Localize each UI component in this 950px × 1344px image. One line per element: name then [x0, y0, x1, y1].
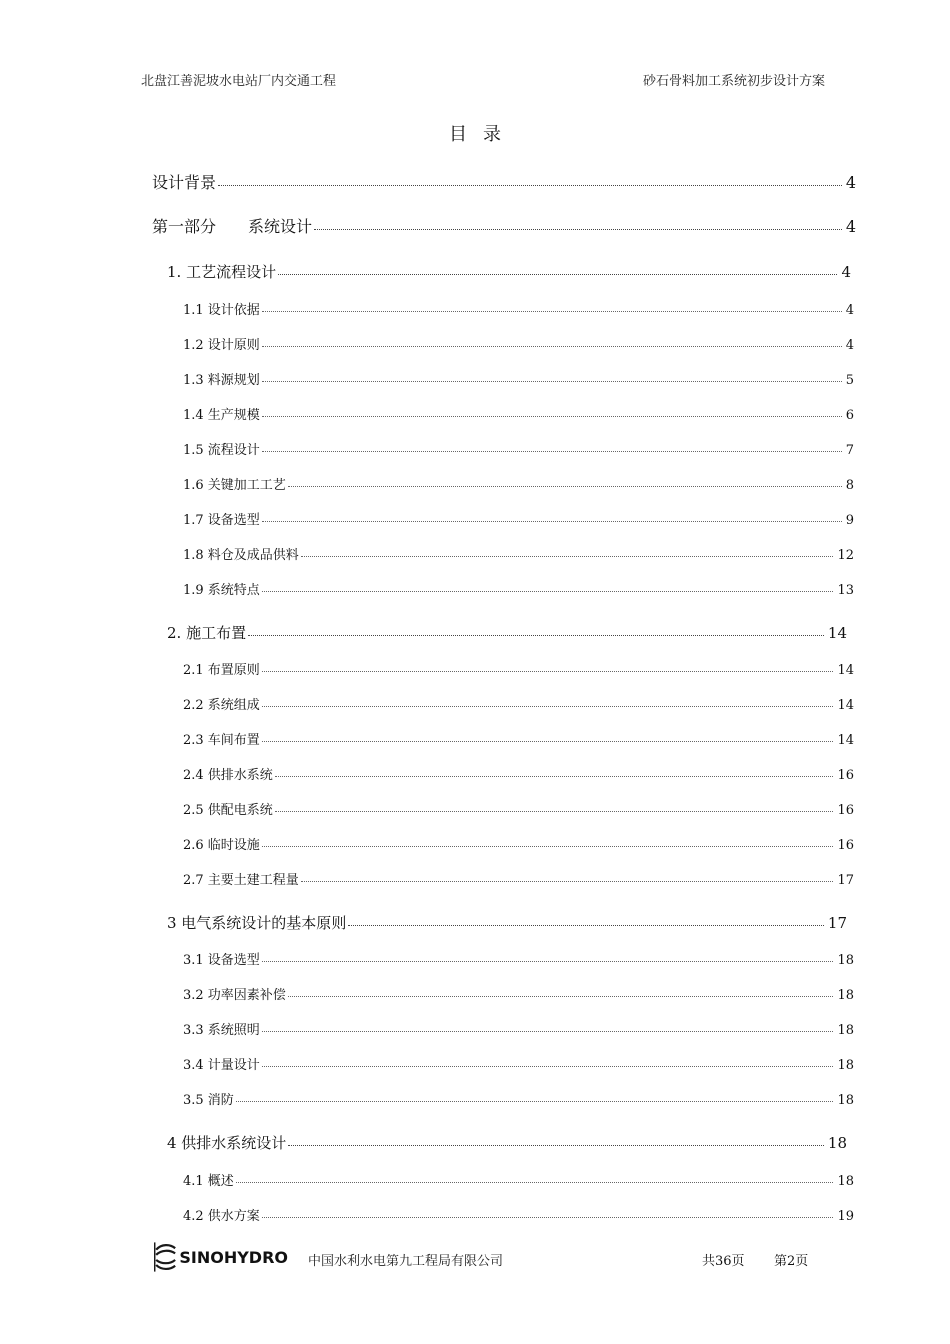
- toc-entry-label: 2.2 系统组成: [183, 698, 260, 713]
- toc-leader: [262, 729, 834, 742]
- toc-entry[interactable]: [167, 912, 847, 933]
- toc-entry[interactable]: [183, 659, 854, 678]
- toc-entry-page: 12: [837, 548, 854, 563]
- toc-entry-label: 1.8 料仓及成品供料: [183, 548, 299, 563]
- toc-entry-page: 5: [845, 373, 854, 388]
- toc-entry[interactable]: [183, 439, 854, 458]
- sinohydro-logo-mark-icon: [154, 1237, 177, 1277]
- toc-entry-page: 13: [837, 583, 854, 598]
- toc-leader: [262, 834, 834, 847]
- header-rule: [141, 94, 825, 95]
- toc-entry-page: 7: [845, 443, 854, 458]
- toc-leader: [262, 1054, 834, 1067]
- toc-leader: [275, 799, 834, 812]
- toc-entry-page: 16: [837, 803, 854, 818]
- toc-entry-page: 9: [845, 513, 854, 528]
- toc-entry-page: 18: [837, 1058, 854, 1073]
- toc-entry[interactable]: [183, 1054, 854, 1073]
- toc-entry-label: 3.5 消防: [183, 1093, 234, 1108]
- toc-entry-page: 4: [841, 263, 851, 281]
- toc-entry-label: 4.1 概述: [183, 1174, 234, 1189]
- toc-leader: [348, 912, 824, 926]
- toc-leader: [314, 215, 842, 230]
- sinohydro-logo: [154, 1237, 288, 1277]
- toc-entry[interactable]: [183, 474, 854, 493]
- toc-entry-page: 18: [837, 1023, 854, 1038]
- toc-entry-label: 1.6 关键加工工艺: [183, 478, 286, 493]
- toc-entry-label: 2.3 车间布置: [183, 733, 260, 748]
- toc-entry-label: 第一部分 系统设计: [152, 217, 313, 236]
- footer-company-name: 中国水利水电第九工程局有限公司: [308, 1254, 504, 1269]
- toc-entry-label: 1.9 系统特点: [183, 583, 260, 598]
- toc-entry-label: 4.2 供水方案: [183, 1209, 260, 1224]
- toc-entry-page: 17: [827, 914, 847, 932]
- toc-leader: [288, 474, 842, 487]
- toc-entry-page: 18: [837, 988, 854, 1003]
- toc-entry-label: 3 电气系统设计的基本原则: [167, 914, 347, 932]
- toc-title: 目录: [449, 124, 517, 145]
- toc-entry-label: 3.1 设备选型: [183, 953, 260, 968]
- toc-entry[interactable]: [183, 949, 854, 968]
- toc-entry-label: 设计背景: [152, 173, 217, 192]
- footer-total-pages: 共36页: [702, 1254, 745, 1269]
- toc-leader: [236, 1170, 834, 1183]
- toc-entry-page: 16: [837, 838, 854, 853]
- toc-entry-label: 1.5 流程设计: [183, 443, 260, 458]
- toc-entry-page: 18: [837, 953, 854, 968]
- toc-leader: [262, 334, 842, 347]
- toc-entry-page: 6: [845, 408, 854, 423]
- toc-entry-label: 3.3 系统照明: [183, 1023, 260, 1038]
- toc-entry[interactable]: [152, 214, 856, 237]
- toc-entry[interactable]: [167, 261, 851, 282]
- toc-entry-page: 4: [845, 217, 856, 236]
- toc-leader: [262, 299, 842, 312]
- toc-entry-label: 2. 施工布置: [167, 624, 247, 642]
- toc-leader: [301, 544, 834, 557]
- toc-leader: [288, 984, 834, 997]
- toc-entry-page: 4: [845, 338, 854, 353]
- toc-entry-page: 16: [837, 768, 854, 783]
- toc-entry-page: 4: [845, 173, 856, 192]
- toc-entry-label: 1.2 设计原则: [183, 338, 260, 353]
- toc-leader: [236, 1089, 834, 1102]
- toc-entry[interactable]: [183, 694, 854, 713]
- toc-leader: [262, 404, 842, 417]
- toc-entry-page: 18: [837, 1093, 854, 1108]
- page-header: [141, 70, 825, 89]
- toc-entry-page: 14: [837, 698, 854, 713]
- toc-entry[interactable]: [152, 170, 856, 193]
- toc-leader: [301, 869, 834, 882]
- toc-entry-label: 4 供排水系统设计: [167, 1134, 287, 1152]
- toc-entry[interactable]: [167, 1132, 847, 1153]
- toc-entry-label: 2.4 供排水系统: [183, 768, 273, 783]
- sinohydro-logo-text: SINOHYDRO: [179, 1247, 288, 1267]
- toc-leader: [218, 171, 842, 186]
- toc-entry[interactable]: [183, 299, 854, 318]
- toc-entry-label: 3.4 计量设计: [183, 1058, 260, 1073]
- toc-leader: [262, 439, 842, 452]
- toc-entry-page: 14: [837, 733, 854, 748]
- toc-leader: [262, 1205, 834, 1218]
- toc-leader: [262, 694, 834, 707]
- toc-leader: [275, 764, 834, 777]
- toc-entry-page: 17: [837, 873, 854, 888]
- toc-leader: [262, 579, 834, 592]
- toc-entry[interactable]: [183, 1089, 854, 1108]
- toc-leader: [262, 369, 842, 382]
- toc-entry-label: 2.5 供配电系统: [183, 803, 273, 818]
- header-project-name: 北盘江善泥坡水电站厂内交通工程: [141, 74, 337, 89]
- toc-entry[interactable]: [183, 764, 854, 783]
- toc-leader: [288, 1132, 824, 1146]
- toc-entry[interactable]: [183, 404, 854, 423]
- toc-entry-label: 1.7 设备选型: [183, 513, 260, 528]
- toc-entry[interactable]: [183, 369, 854, 388]
- toc-entry[interactable]: [183, 1170, 854, 1189]
- toc-leader: [262, 659, 834, 672]
- toc-leader: [278, 261, 837, 275]
- toc-entry[interactable]: [167, 622, 847, 643]
- footer-current-page: 第2页: [774, 1254, 809, 1269]
- toc-leader: [262, 509, 842, 522]
- toc-entry[interactable]: [183, 799, 854, 818]
- toc-entry[interactable]: [183, 729, 854, 748]
- toc-entry[interactable]: [183, 869, 854, 888]
- toc-entry[interactable]: [183, 1205, 854, 1224]
- toc-entry[interactable]: [183, 334, 854, 353]
- toc-entry[interactable]: [183, 579, 854, 598]
- toc-entry-label: 1.1 设计依据: [183, 303, 260, 318]
- toc-entry-label: 1. 工艺流程设计: [167, 263, 277, 281]
- toc-entry-label: 3.2 功率因素补偿: [183, 988, 286, 1003]
- toc-entry-label: 2.6 临时设施: [183, 838, 260, 853]
- toc-entry[interactable]: [183, 544, 854, 563]
- toc-entry[interactable]: [183, 1019, 854, 1038]
- page-footer: [152, 1232, 820, 1282]
- toc-entry-page: 18: [827, 1134, 847, 1152]
- toc-entry-page: 4: [845, 303, 854, 318]
- toc-entry-label: 1.4 生产规模: [183, 408, 260, 423]
- toc-leader: [262, 1019, 834, 1032]
- toc-entry-page: 8: [845, 478, 854, 493]
- toc-entry[interactable]: [183, 834, 854, 853]
- toc-entry[interactable]: [183, 509, 854, 528]
- toc-entry-label: 1.3 料源规划: [183, 373, 260, 388]
- toc-leader: [248, 622, 824, 636]
- toc-entry-page: 18: [837, 1174, 854, 1189]
- toc-leader: [262, 949, 834, 962]
- toc-entry-label: 2.1 布置原则: [183, 663, 260, 678]
- toc-entry-page: 14: [827, 624, 847, 642]
- toc-entry-label: 2.7 主要土建工程量: [183, 873, 299, 888]
- toc-entry-page: 19: [837, 1209, 854, 1224]
- header-document-title: 砂石骨料加工系统初步设计方案: [642, 74, 825, 89]
- toc-entry-page: 14: [837, 663, 854, 678]
- toc-entry[interactable]: [183, 984, 854, 1003]
